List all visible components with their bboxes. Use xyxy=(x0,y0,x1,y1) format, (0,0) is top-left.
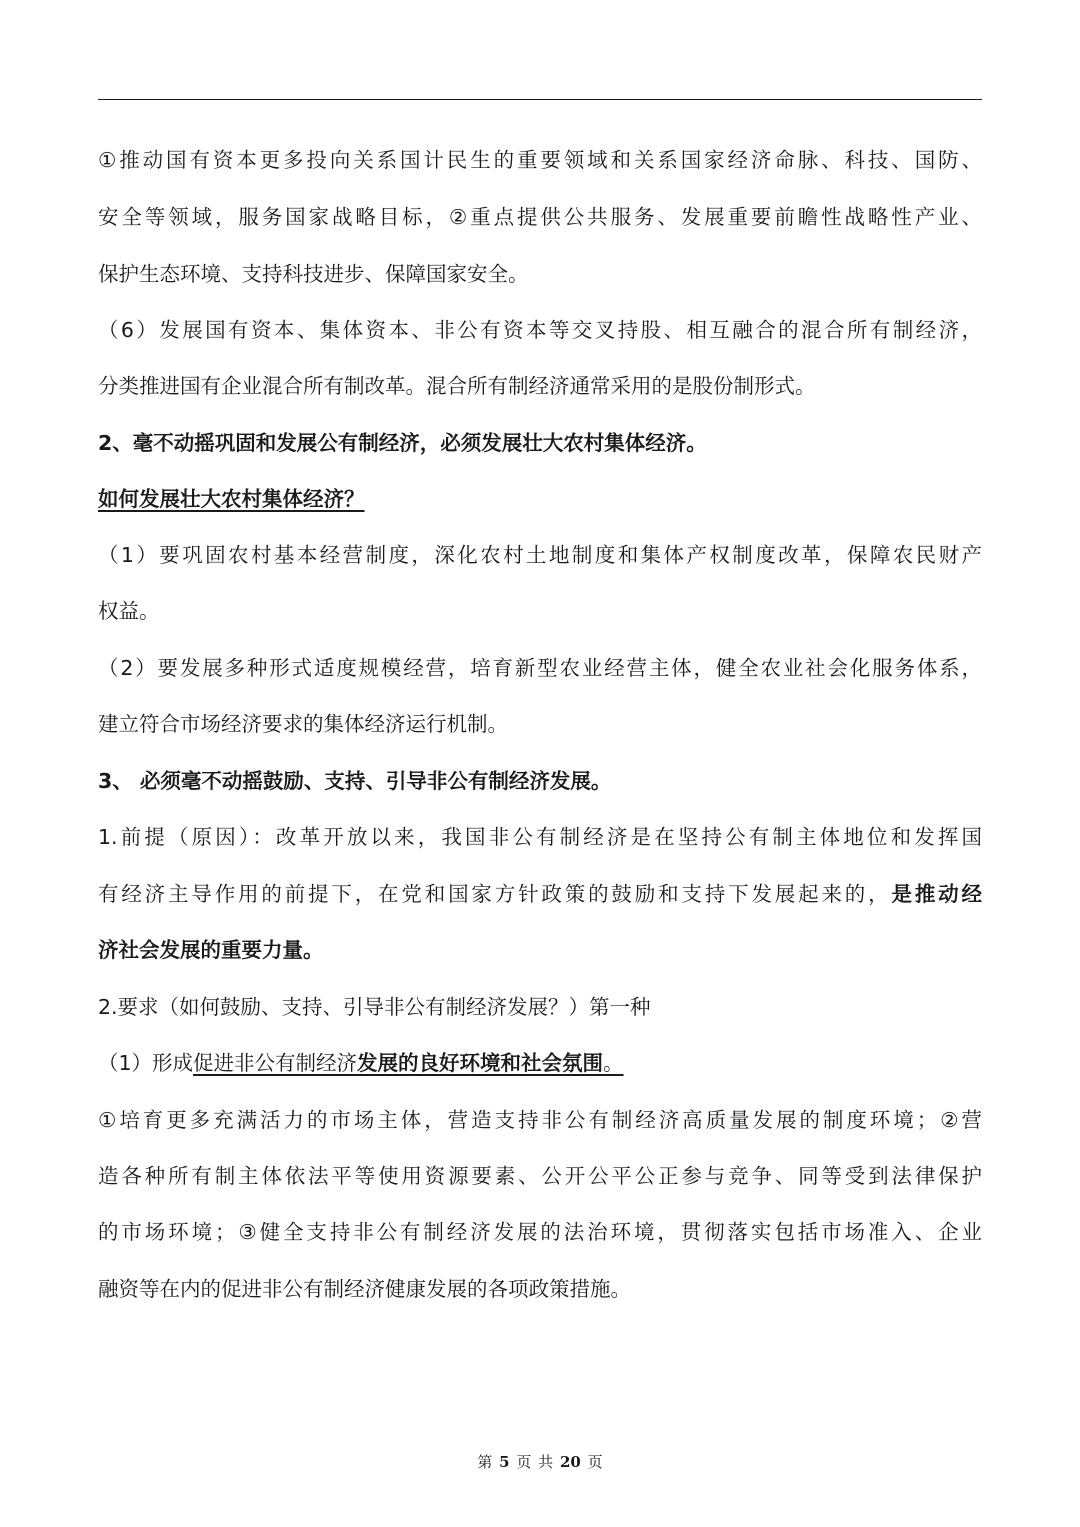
text-span: 促进非公有制经济 xyxy=(193,1051,358,1075)
page-number: 5 xyxy=(499,1453,510,1471)
footer-suffix: 页 xyxy=(587,1453,603,1471)
header-rule xyxy=(98,99,982,100)
text-line: 2.要求（如何鼓励、支持、引导非公有制经济发展？）第一种 xyxy=(98,995,651,1019)
text-line: 的市场环境；③健全支持非公有制经济发展的法治环境，贯彻落实包括市场准入、企业 xyxy=(98,1220,982,1244)
text-line: 权益。 xyxy=(98,599,160,623)
text-line: 建立符合市场经济要求的集体经济运行机制。 xyxy=(98,712,508,736)
page-footer xyxy=(0,1451,1080,1472)
section-heading: 3、 必须毫不动摇鼓励、支持、引导非公有制经济发展。 xyxy=(98,769,612,793)
bold-text-line: 济社会发展的重要力量。 xyxy=(98,938,324,962)
text-line: ①培育更多充满活力的市场主体，营造支持非公有制经济高质量发展的制度环境；②营 xyxy=(98,1108,982,1132)
text-line xyxy=(98,1049,982,1077)
text-line: （6）发展国有资本、集体资本、非公有资本等交叉持股、相互融合的混合所有制经济， xyxy=(98,318,982,342)
underlined-text: 如何发展壮大农村集体经济？ xyxy=(98,487,365,511)
text-line: 保护生态环境、支持科技进步、保障国家安全。 xyxy=(98,262,529,286)
footer-prefix: 第 xyxy=(477,1453,493,1471)
text-line: （1）要巩固农村基本经营制度，深化农村土地制度和集体产权制度改革，保障农民财产 xyxy=(98,543,982,567)
subheading-question xyxy=(98,485,982,513)
text-span: 有经济主导作用的前提下，在党和国家方针政策的鼓励和支持下发展起来的， xyxy=(98,882,892,906)
text-line: ①推动国有资本更多投向关系国计民生的重要领域和关系国家经济命脉、科技、国防、 xyxy=(98,148,982,172)
underlined-text xyxy=(193,1051,624,1075)
text-line: 1.前提（原因）：改革开放以来，我国非公有制经济是在坚持公有制主体地位和发挥国 xyxy=(98,825,982,849)
text-span: 。 xyxy=(603,1051,624,1075)
text-line: 融资等在内的促进非公有制经济健康发展的各项政策措施。 xyxy=(98,1277,631,1301)
text-line: 分类推进国有企业混合所有制改革。混合所有制经济通常采用的是股份制形式。 xyxy=(98,374,816,398)
text-line xyxy=(98,880,982,908)
total-pages: 20 xyxy=(559,1453,581,1471)
bold-text: 是推动经 xyxy=(891,882,982,906)
text-span: （1）形成 xyxy=(98,1051,194,1075)
text-line: 安全等领域，服务国家战略目标，②重点提供公共服务、发展重要前瞻性战略性产业、 xyxy=(98,205,982,229)
footer-mid: 页 共 xyxy=(516,1453,554,1471)
bold-text: 发展的良好环境和社会氛围 xyxy=(357,1051,604,1075)
section-heading: 2、毫不动摇巩固和发展公有制经济，必须发展壮大农村集体经济。 xyxy=(98,431,707,455)
text-line: 造各种所有制主体依法平等使用资源要素、公开公平公正参与竞争、同等受到法律保护 xyxy=(98,1164,982,1188)
text-line: （2）要发展多种形式适度规模经营，培育新型农业经营主体，健全农业社会化服务体系， xyxy=(98,656,982,680)
